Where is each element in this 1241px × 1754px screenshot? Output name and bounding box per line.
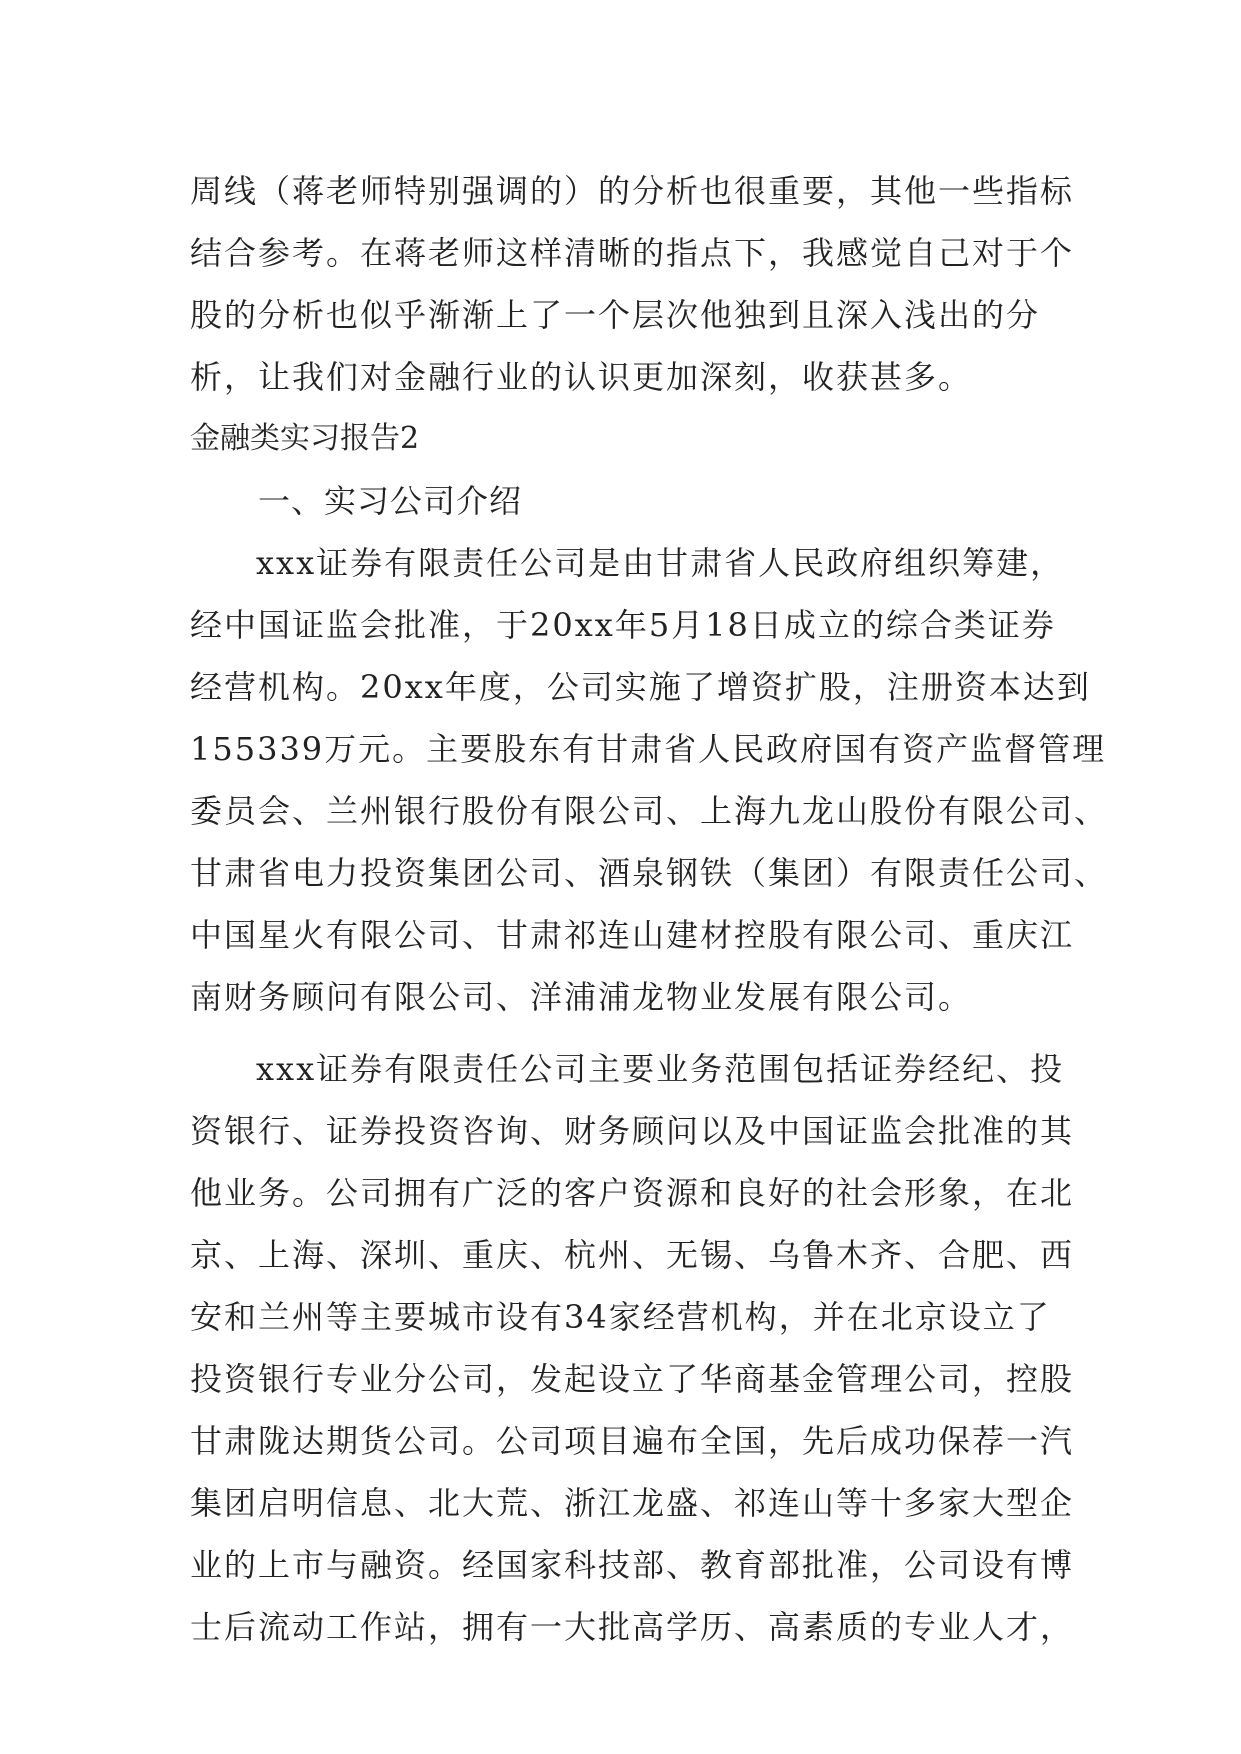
section-heading: 一、实习公司介绍: [258, 482, 523, 520]
text-line: 中国星火有限公司、甘肃祁连山建材控股有限公司、重庆江: [190, 916, 1075, 954]
text-line: 士后流动工作站，拥有一大批高学历、高素质的专业人才，: [190, 1608, 1075, 1646]
text-line: 周线（蒋老师特别强调的）的分析也很重要，其他一些指标: [190, 172, 1075, 210]
text-line: 经中国证监会批准，于20xx年5月18日成立的综合类证券: [190, 606, 1056, 644]
text-line: 经营机构。20xx年度，公司实施了增资扩股，注册资本达到: [190, 668, 1091, 706]
text-line: 南财务顾问有限公司、洋浦浦龙物业发展有限公司。: [190, 978, 973, 1016]
text-line: 京、上海、深圳、重庆、杭州、无锡、乌鲁木齐、合肥、西: [190, 1236, 1075, 1274]
text-line: 甘肃省电力投资集团公司、酒泉钢铁（集团）有限责任公司、: [190, 854, 1109, 892]
text-line: 结合参考。在蒋老师这样清晰的指点下，我感觉自己对于个: [190, 234, 1075, 272]
text-line: 析，让我们对金融行业的认识更加深刻，收获甚多。: [190, 358, 973, 396]
text-line: xxx证券有限责任公司主要业务范围包括证券经纪、投: [256, 1050, 1065, 1088]
paragraph-spacer: [190, 1028, 1070, 1038]
text-line: 安和兰州等主要城市设有34家经营机构，并在北京设立了: [190, 1298, 1051, 1336]
text-line: 155339万元。主要股东有甘肃省人民政府国有资产监督管理: [190, 730, 1107, 768]
text-line: 股的分析也似乎渐渐上了一个层次他独到且深入浅出的分: [190, 296, 1041, 334]
text-line: 甘肃陇达期货公司。公司项目遍布全国，先后成功保荐一汽: [190, 1422, 1075, 1460]
paragraph-continued: [190, 160, 1075, 408]
text-line: 委员会、兰州银行股份有限公司、上海九龙山股份有限公司、: [190, 792, 1109, 830]
text-line: xxx证券有限责任公司是由甘肃省人民政府组织筹建，: [256, 544, 1065, 582]
paragraph-company-intro: [190, 532, 1109, 1028]
text-line: 资银行、证券投资咨询、财务顾问以及中国证监会批准的其: [190, 1112, 1075, 1150]
text-line: 集团启明信息、北大荒、浙江龙盛、祁连山等十多家大型企: [190, 1484, 1075, 1522]
document-body: [190, 160, 1109, 1658]
text-line: 他业务。公司拥有广泛的客户资源和良好的社会形象，在北: [190, 1174, 1075, 1212]
paragraph-business-scope: [190, 1038, 1075, 1658]
text-line: 业的上市与融资。经国家科技部、教育部批准，公司设有博: [190, 1546, 1075, 1584]
text-line: 投资银行专业分公司，发起设立了华商基金管理公司，控股: [190, 1360, 1075, 1398]
report-title: 金融类实习报告2: [190, 421, 420, 456]
